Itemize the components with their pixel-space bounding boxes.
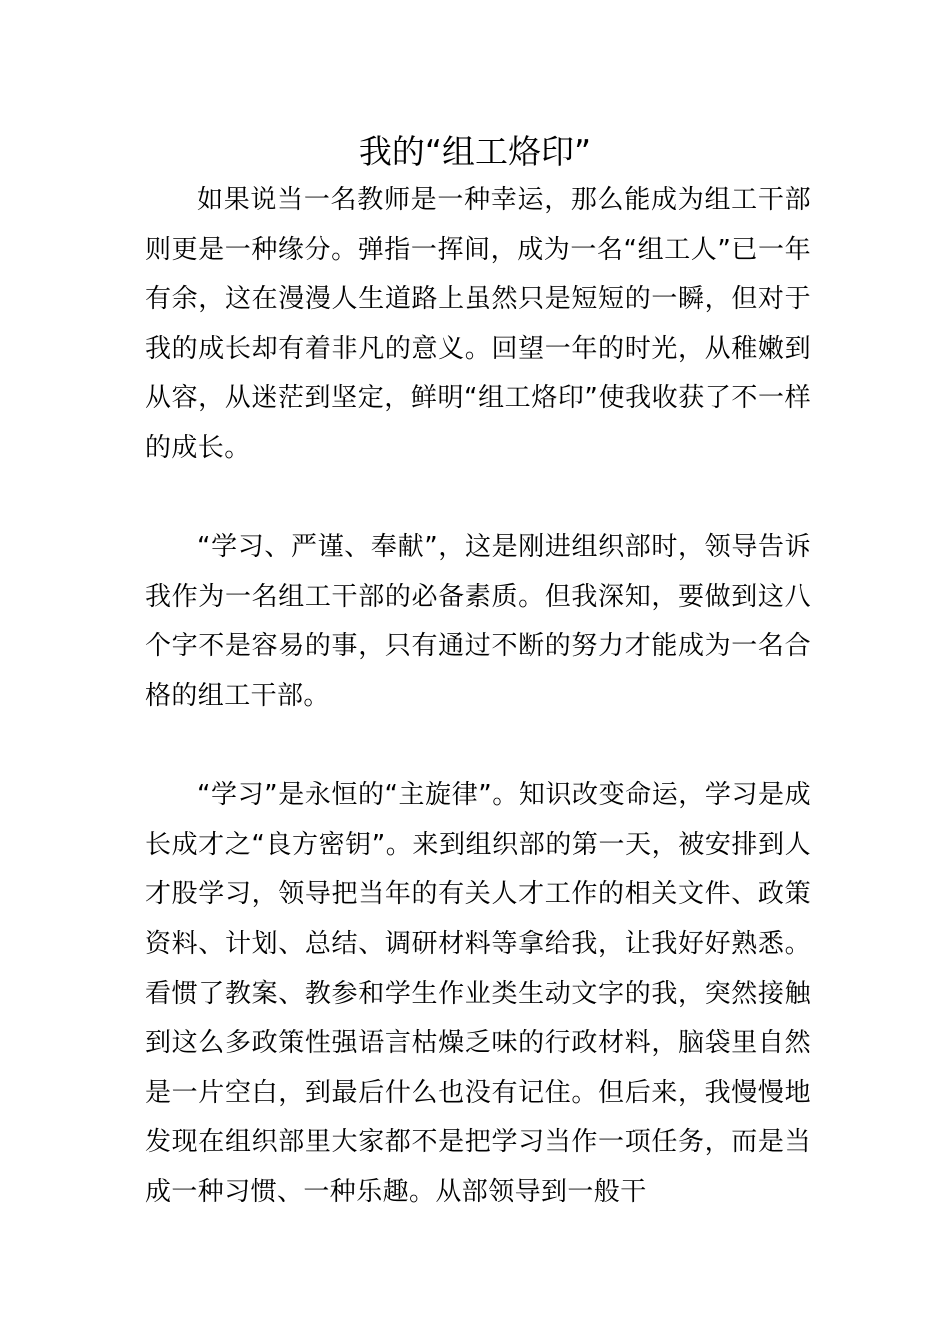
- document-body: [145, 176, 811, 1217]
- paragraph-learning: “学习”是永恒的“主旋律”。知识改变命运，学习是成长成才之“良方密钥”。来到组织部的第一天，被安排到人才股学习，领导把当年的有关人才工作的相关文件、政策资料、计划、总结、调研材料等拿给我，让我好好熟悉。看惯了教案、教参和学生作业类生动文字的我，突然接触到这么多政策性强语言枯燥乏味的行政材料，脑袋里自然是一片空白，到最后什么也没有记住。但后来，我慢慢地发现在组织部里大家都不是把学习当作一项任务，而是当成一种习惯、一种乐趣。从部领导到一般干: [145, 780, 811, 1207]
- document-title: 我的“组工烙印”: [358, 132, 592, 171]
- paragraph-principles: “学习、严谨、奉献”，这是刚进组织部时，领导告诉我作为一名组工干部的必备素质。但我深知，要做到这八个字不是容易的事，只有通过不断的努力才能成为一名合格的组工干部。: [145, 532, 811, 711]
- paragraph-intro: 如果说当一名教师是一种幸运，那么能成为组工干部则更是一种缘分。弹指一挥间，成为一名“组工人”已一年有余，这在漫漫人生道路上虽然只是短短的一瞬，但对于我的成长却有着非凡的意义。回望一年的时光，从稚嫩到从容，从迷茫到坚定，鲜明“组工烙印”使我收获了不一样的成长。: [145, 185, 811, 463]
